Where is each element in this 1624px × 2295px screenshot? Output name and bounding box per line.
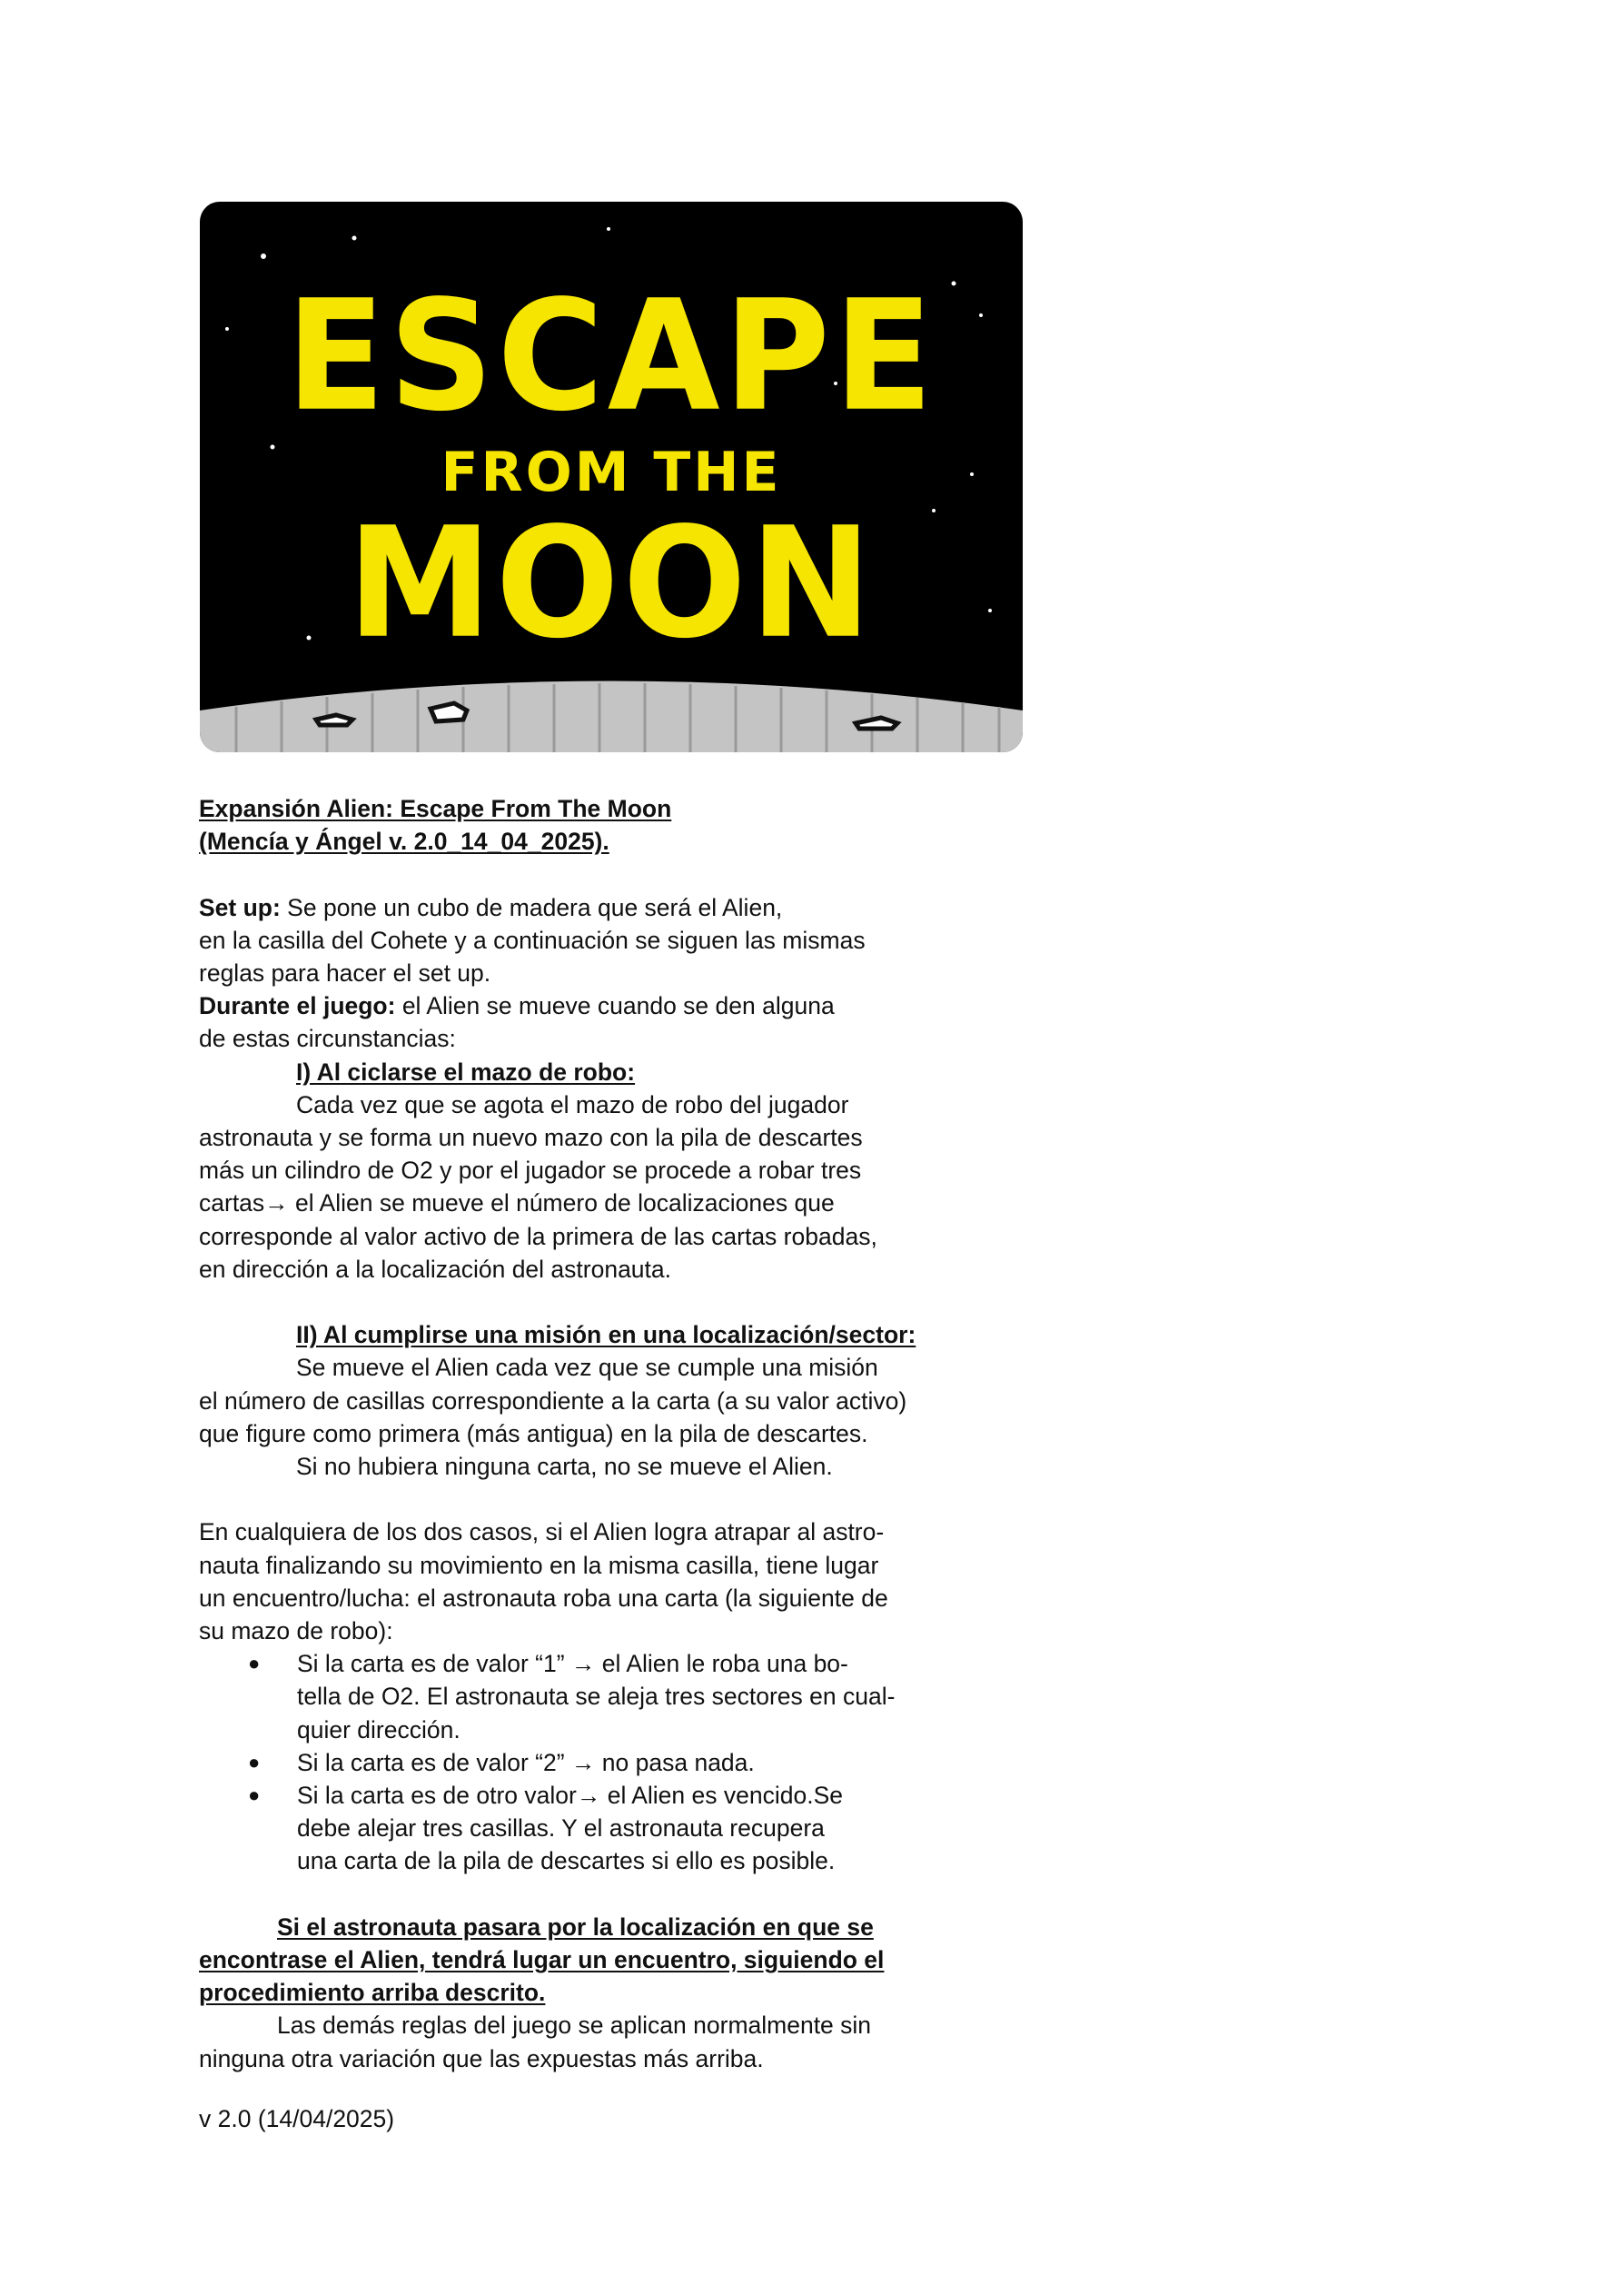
case1-line: corresponde al valor activo de la primera de las cartas robadas, <box>199 1222 877 1250</box>
case2-title: II) Al cumplirse una misión en una localización/sector: <box>296 1321 916 1349</box>
setup-line-2: en la casilla del Cohete y a continuación se siguen las mismas <box>199 926 866 954</box>
encounter-line: En cualquiera de los dos casos, si el Alien logra atrapar al astro- <box>199 1518 885 1546</box>
passing-rule-line-1: Si el astronauta pasara por la localización en que se <box>277 1912 874 1941</box>
bullet-icon: ● <box>248 1783 261 1807</box>
list-item: ● Si la carta es de valor “1” → el Alien le roba una bo- tella de O2. El astronauta se aleja tres sectores en cual- quier dirección. <box>199 1647 1325 1746</box>
passing-rule-line-2: encontrase el Alien, tendrá lugar un encuentro, siguiendo el <box>199 1946 885 1974</box>
during-label: Durante el juego: <box>199 992 396 1020</box>
case1-line: más un cilindro de O2 y por el jugador se procede a robar tres <box>199 1157 862 1185</box>
encounter-outcomes-list <box>199 1647 1325 1877</box>
document-body <box>199 792 1325 2075</box>
version-footer: v 2.0 (14/04/2025) <box>199 2105 395 2132</box>
encounter-line: nauta finalizando su movimiento en la misma casilla, tiene lugar <box>199 1551 879 1579</box>
logo-from-the-text: FROM THE <box>441 441 782 504</box>
case1-line: cartas→ el Alien se mueve el número de localizaciones que <box>199 1189 835 1217</box>
setup-line-3: reglas para hacer el set up. <box>199 959 491 987</box>
case1-title: I) Al ciclarse el mazo de robo: <box>296 1058 636 1086</box>
logo-escape-text: ESCAPE <box>285 266 937 445</box>
logo-moon-text: MOON <box>347 493 876 672</box>
encounter-line: su mazo de robo): <box>199 1617 393 1645</box>
case2-line: Se mueve el Alien cada vez que se cumple una misión <box>296 1354 878 1382</box>
closing-line-1: Las demás reglas del juego se aplican normalmente sin <box>277 2012 872 2040</box>
setup-line-1: Set up: Se pone un cubo de madera que será el Alien, <box>199 893 783 921</box>
list-item: ● Si la carta es de otro valor→ el Alien es vencido.Se debe alejar tres casillas. Y el astronauta recupera una carta de la pila de descartes si ello es posible. <box>199 1779 1325 1878</box>
heading-subtitle: (Mencía y Ángel v. 2.0_14_04_2025). <box>199 828 609 856</box>
bullet-icon: ● <box>248 1750 261 1773</box>
during-line-2: de estas circunstancias: <box>199 1025 456 1053</box>
setup-label: Set up: <box>199 893 281 921</box>
escape-from-the-moon-banner <box>200 202 1023 752</box>
encounter-line: un encuentro/lucha: el astronauta roba una carta (la siguiente de <box>199 1584 888 1612</box>
bullet-icon: ● <box>248 1652 261 1675</box>
case1-line: Cada vez que se agota el mazo de robo del jugador <box>296 1090 849 1118</box>
case1-line: astronauta y se forma un nuevo mazo con la pila de descartes <box>199 1124 863 1152</box>
case2-line: que figure como primera (más antigua) en la pila de descartes. <box>199 1419 868 1447</box>
during-line-1: Durante el juego: el Alien se mueve cuando se den alguna <box>199 992 835 1020</box>
case2-line: el número de casillas correspondiente a la carta (a su valor activo) <box>199 1386 907 1415</box>
list-item: ● Si la carta es de valor “2” → no pasa nada. <box>199 1746 1325 1779</box>
case2-line: Si no hubiera ninguna carta, no se mueve el Alien. <box>296 1453 833 1481</box>
passing-rule-line-3: procedimiento arriba descrito. <box>199 1979 546 2007</box>
case1-line: en dirección a la localización del astronauta. <box>199 1255 672 1283</box>
closing-line-2: ninguna otra variación que las expuestas más arriba. <box>199 2044 764 2072</box>
heading-title: Expansión Alien: Escape From The Moon <box>199 795 672 822</box>
